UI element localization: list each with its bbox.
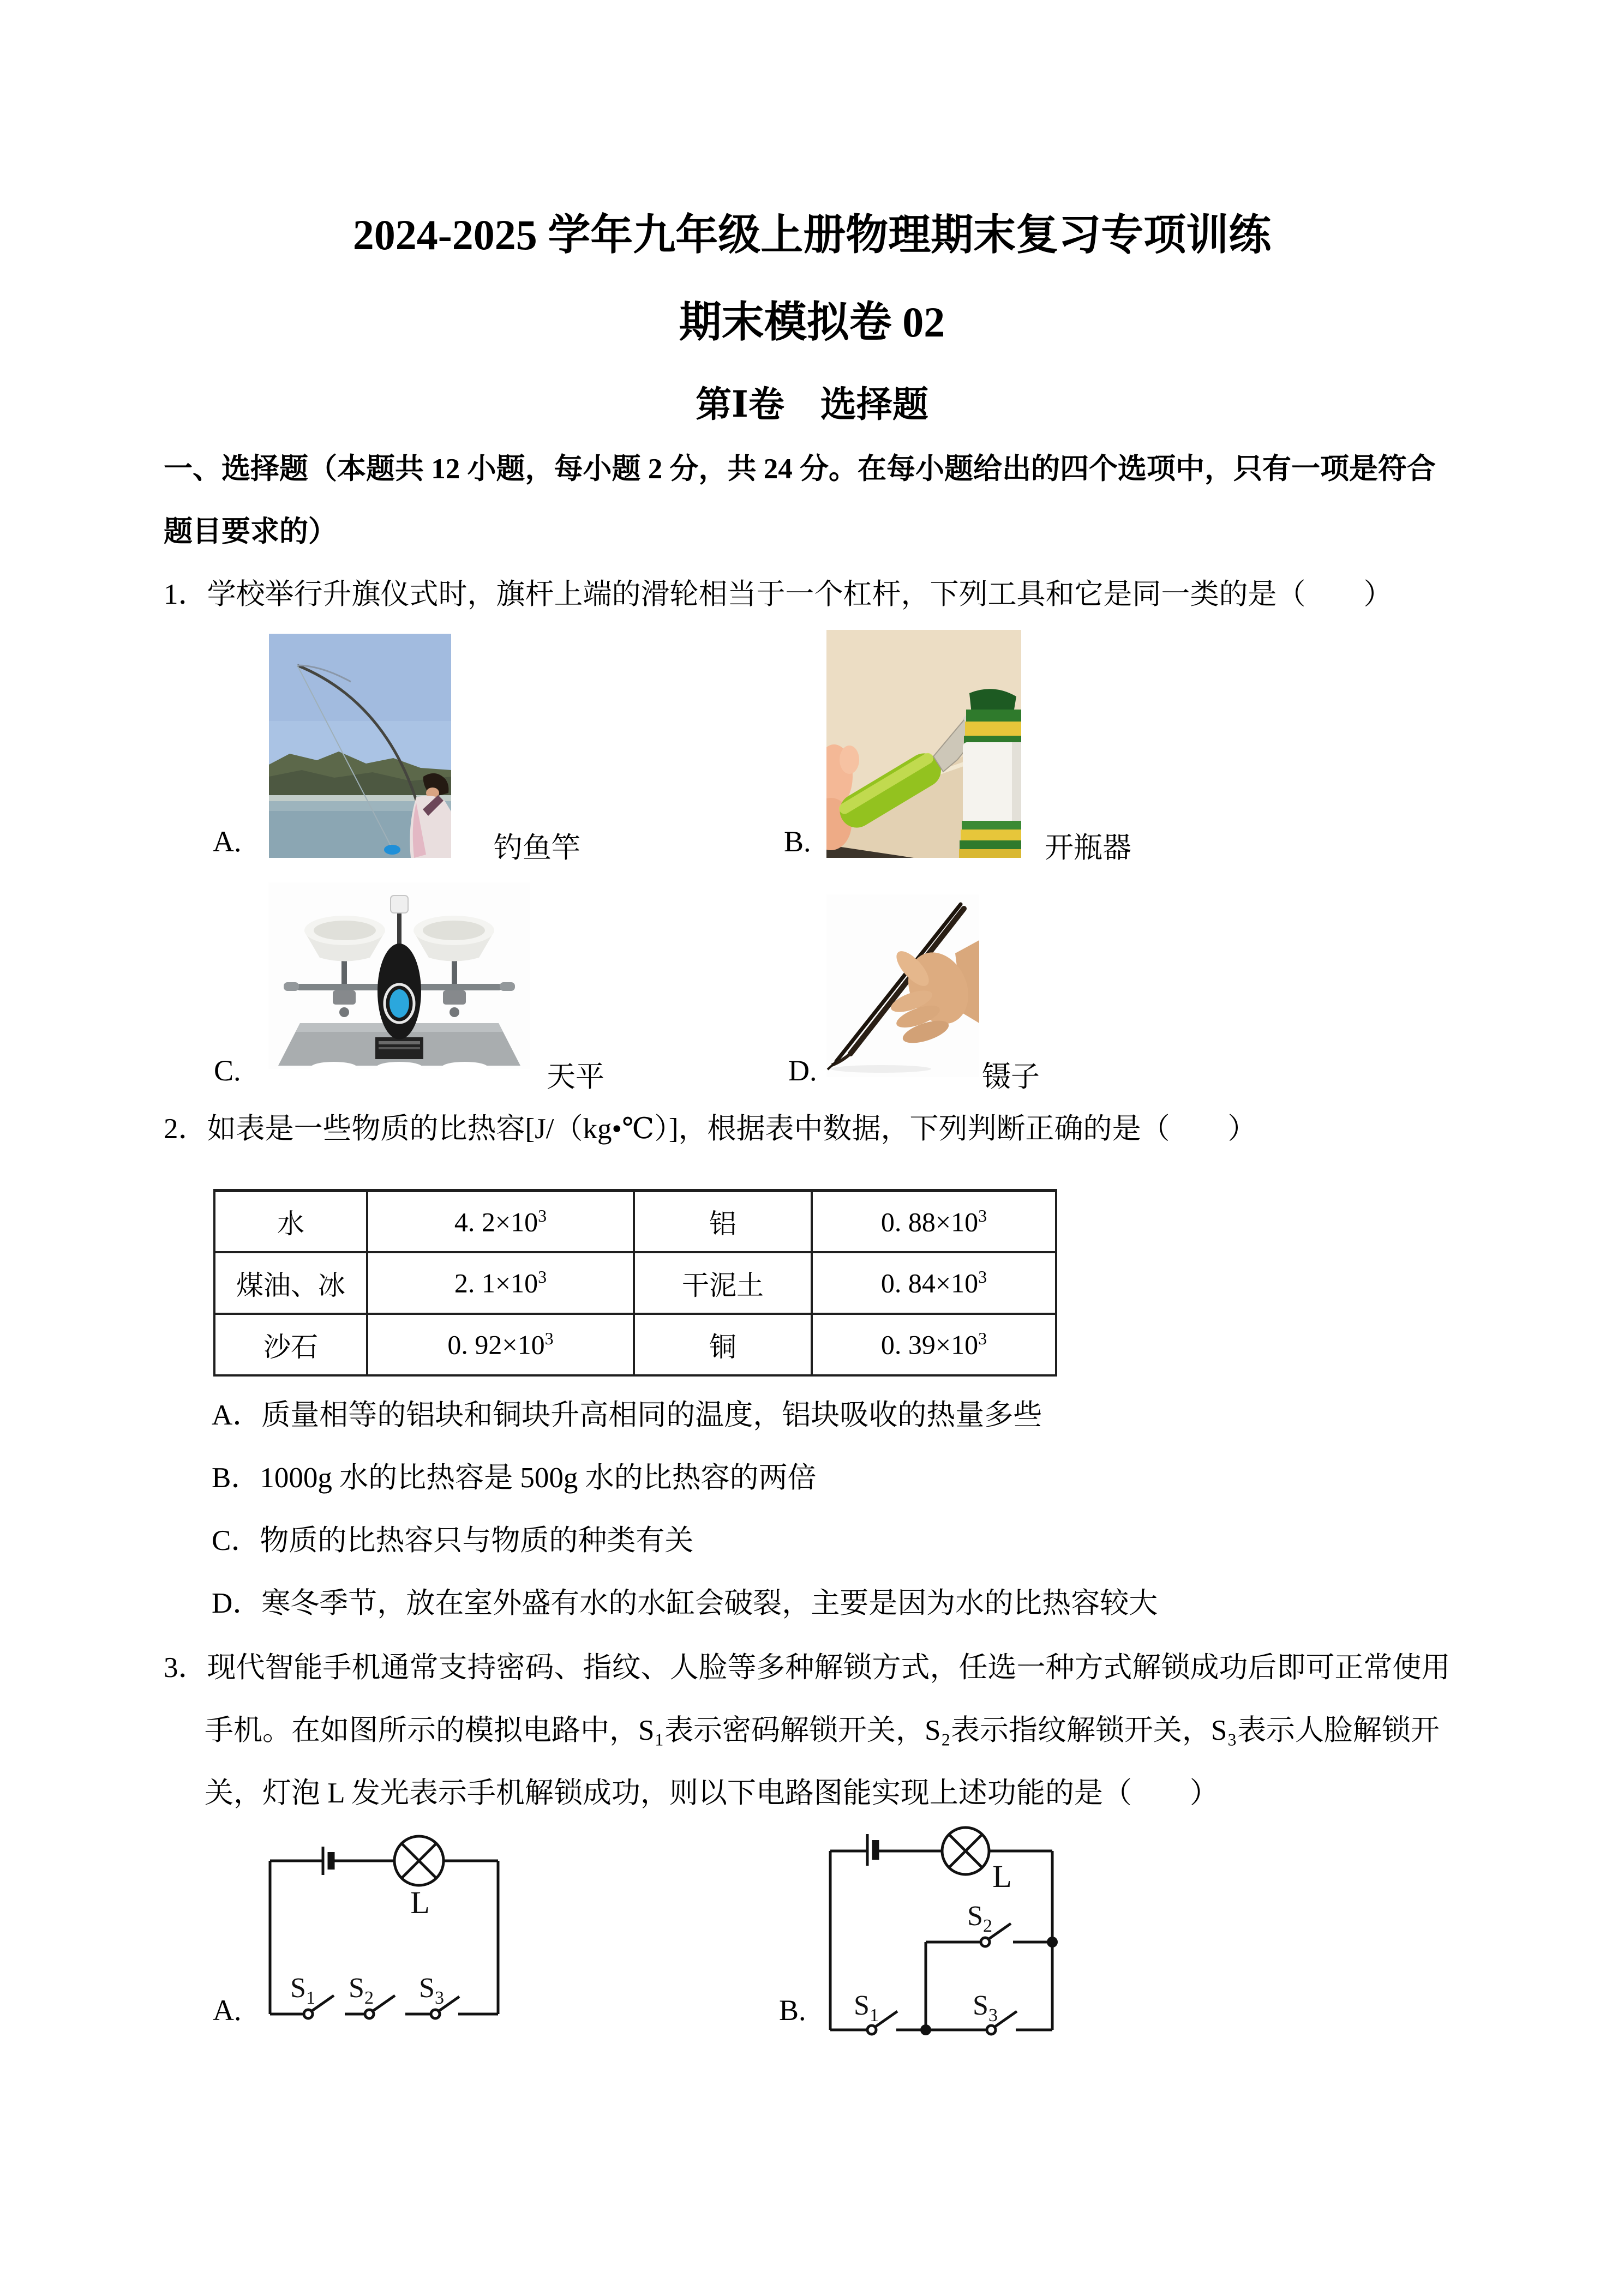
q2-option-c: C．物质的比热容只与物质的种类有关 <box>212 1525 694 1556</box>
q1-option-d-caption: 镊子 <box>982 1061 1040 1093</box>
q1-option-c-letter: C. <box>214 1054 241 1087</box>
material-cell: 干泥土 <box>634 1252 812 1314</box>
switch-s1-label: $S_1$ <box>854 1990 879 2025</box>
section-header-line1: 一、选择题（本题共 12 小题，每小题 2 分，共 24 分。在每小题给出的四个选项中，只有一项是符合 <box>164 453 1436 485</box>
material-cell: 铜 <box>634 1314 812 1375</box>
q3-circuit-a-letter: A. <box>213 1994 242 2027</box>
question-3-line2: 手机。在如图所示的模拟电路中，S₁表示密码解锁开关，S₂表示指纹解锁开关，S₃表示人脸解锁开 <box>205 1715 1440 1746</box>
switch-s1-contact <box>304 2010 313 2018</box>
switch-s1-contact <box>867 2025 876 2034</box>
value-cell: 0. $88\times 10^3$ <box>812 1191 1056 1252</box>
bottle-opener-photo <box>826 630 1021 858</box>
switch-s2-contact <box>365 2010 374 2018</box>
question-3-line1: 3．现代智能手机通常支持密码、指纹、人脸等多种解锁方式，任选一种方式解锁成功后即可正常使用 <box>164 1652 1451 1684</box>
q1-option-a-caption: 钓鱼竿 <box>494 832 580 864</box>
switch-s3-label: $S_3$ <box>973 1990 998 2025</box>
switch-s3-label: $S_3$ <box>419 1973 444 2008</box>
switch-s3-contact <box>987 2025 996 2034</box>
q1-option-c-caption: 天平 <box>547 1061 604 1093</box>
table-row <box>214 1314 1056 1375</box>
tweezers-photo <box>826 894 979 1077</box>
switch-s2-lever <box>989 1924 1011 1939</box>
switch-s2-contact <box>981 1938 990 1946</box>
switch-s1-lever <box>876 2011 897 2027</box>
q2-option-a: A．质量相等的铝块和铜块升高相同的温度，铝块吸收的热量多些 <box>212 1399 1042 1431</box>
specific-heat-table <box>213 1189 1057 1377</box>
junction-dot-bottom <box>920 2024 931 2035</box>
bottle <box>959 689 1021 858</box>
circuit-diagram-a <box>245 1816 529 2056</box>
q1-option-b-letter: B. <box>784 825 811 858</box>
value-cell: 0. $92\times 10^3$ <box>367 1314 634 1375</box>
switch-s1-label: $S_1$ <box>290 1973 315 2008</box>
switch-s3-lever <box>995 2011 1017 2027</box>
table-row <box>214 1191 1056 1252</box>
q1-option-b-caption: 开瓶器 <box>1045 832 1131 864</box>
fishing-rod-photo <box>269 634 451 858</box>
q3-circuit-b-letter: B. <box>779 1994 806 2027</box>
q2-option-d: D．寒冬季节，放在室外盛有水的水缸会破裂，主要是因为水的比热容较大 <box>212 1588 1158 1619</box>
question-2-text: 2．如表是一些物质的比热容[J/（kg•℃）]，根据表中数据，下列判断正确的是（ ） <box>164 1113 1257 1145</box>
question-3-line3: 关，灯泡 L 发光表示手机解锁成功，则以下电路图能实现上述功能的是（ ） <box>205 1777 1219 1809</box>
fishing-float <box>384 845 400 855</box>
material-cell: 沙石 <box>214 1314 367 1375</box>
lamp-label: L <box>992 1859 1012 1894</box>
q1-option-a-letter: A. <box>213 825 242 858</box>
question-1-text: 1．学校举行升旗仪式时，旗杆上端的滑轮相当于一个杠杆，下列工具和它是同一类的是（ ） <box>164 579 1393 610</box>
circuit-diagram-b <box>818 1800 1124 2056</box>
value-cell: 2. $1\times 10^3$ <box>367 1252 634 1314</box>
junction-dot-right <box>1047 1937 1058 1948</box>
switch-s3-contact <box>431 2010 440 2018</box>
balance-scale-photo <box>268 882 530 1069</box>
page-title: 2024-2025 学年九年级上册物理期末复习专项训练 <box>352 211 1272 259</box>
switch-s2-label: $S_2$ <box>349 1973 374 2008</box>
q1-option-d-letter: D. <box>788 1054 817 1087</box>
switch-s2-label: $S_2$ <box>967 1901 992 1936</box>
switch-s1-lever <box>312 1996 334 2011</box>
part-title: 第Ⅰ卷 选择题 <box>696 385 928 425</box>
q2-option-b: B．1000g 水的比热容是 500g 水的比热容的两倍 <box>212 1462 817 1494</box>
switch-s2-lever <box>373 1996 395 2011</box>
page-subtitle: 期末模拟卷 02 <box>679 298 945 346</box>
value-cell: 4. $2\times 10^3$ <box>367 1191 634 1252</box>
value-cell: 0. $39\times 10^3$ <box>812 1314 1056 1375</box>
material-cell: 煤油、冰 <box>214 1252 367 1314</box>
material-cell: 水 <box>214 1191 367 1252</box>
section-header-line2: 题目要求的） <box>164 516 337 548</box>
value-cell: 0. $84\times 10^3$ <box>812 1252 1056 1314</box>
material-cell: 铝 <box>634 1191 812 1252</box>
lamp-label: L <box>410 1885 430 1920</box>
table-row <box>214 1252 1056 1314</box>
